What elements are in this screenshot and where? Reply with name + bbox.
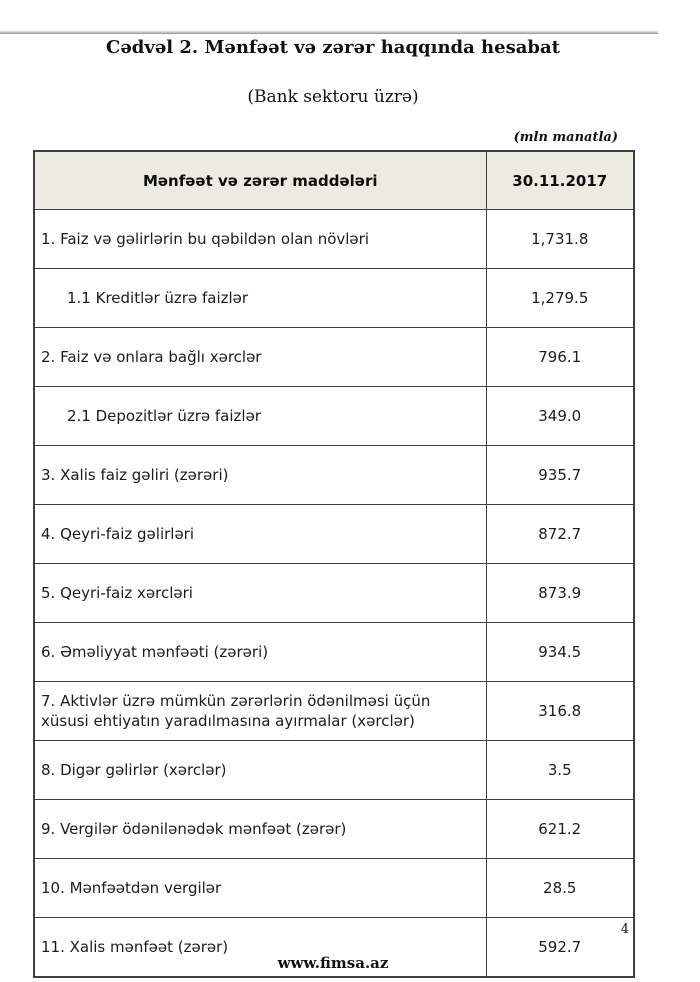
document-title: Cədvəl 2. Mənfəət və zərər haqqında hesabat bbox=[106, 37, 560, 58]
table-row bbox=[34, 328, 634, 387]
row-label: 4. Qeyri-faiz gəlirləri bbox=[34, 505, 486, 564]
row-label: 3. Xalis faiz gəliri (zərəri) bbox=[34, 446, 486, 505]
row-value: 934.5 bbox=[486, 623, 634, 682]
table-row bbox=[34, 387, 634, 446]
page-number: 4 bbox=[620, 922, 629, 937]
table-row bbox=[34, 623, 634, 682]
table-row bbox=[34, 682, 634, 741]
row-value: 796.1 bbox=[486, 328, 634, 387]
row-value: 316.8 bbox=[486, 682, 634, 741]
table-row bbox=[34, 564, 634, 623]
column-header-items: Mənfəət və zərər maddələri bbox=[34, 151, 486, 210]
table-row bbox=[34, 269, 634, 328]
row-label: 1.1 Kreditlər üzrə faizlər bbox=[34, 269, 486, 328]
footer-url: www.fimsa.az bbox=[277, 954, 389, 972]
table-row bbox=[34, 800, 634, 859]
row-label: 2.1 Depozitlər üzrə faizlər bbox=[34, 387, 486, 446]
table-header-row bbox=[34, 151, 634, 210]
top-rule bbox=[0, 30, 658, 34]
unit-note: (mln manatla) bbox=[513, 130, 618, 145]
row-value: 872.7 bbox=[486, 505, 634, 564]
row-value: 873.9 bbox=[486, 564, 634, 623]
row-label: 1. Faiz və gəlirlərin bu qəbildən olan növləri bbox=[34, 210, 486, 269]
row-label: 10. Mənfəətdən vergilər bbox=[34, 859, 486, 918]
table-row bbox=[34, 446, 634, 505]
row-value: 621.2 bbox=[486, 800, 634, 859]
row-value: 349.0 bbox=[486, 387, 634, 446]
row-label: 11. Xalis mənfəət (zərər) bbox=[34, 918, 486, 978]
row-value: 1,731.8 bbox=[486, 210, 634, 269]
row-value: 1,279.5 bbox=[486, 269, 634, 328]
column-header-date: 30.11.2017 bbox=[486, 151, 634, 210]
table-body bbox=[34, 210, 634, 978]
row-label: 7. Aktivlər üzrə mümkün zərərlərin ödənilməsi üçün xüsusi ehtiyatın yaradılmasına ayırmalar (xərclər) bbox=[34, 682, 486, 741]
table-row bbox=[34, 210, 634, 269]
table-row bbox=[34, 741, 634, 800]
row-label: 5. Qeyri-faiz xərcləri bbox=[34, 564, 486, 623]
row-label: 8. Digər gəlirlər (xərclər) bbox=[34, 741, 486, 800]
row-value: 935.7 bbox=[486, 446, 634, 505]
row-value: 3.5 bbox=[486, 741, 634, 800]
table-row bbox=[34, 859, 634, 918]
document-subtitle: (Bank sektoru üzrə) bbox=[247, 87, 419, 107]
table-row bbox=[34, 505, 634, 564]
row-label: 9. Vergilər ödənilənədək mənfəət (zərər) bbox=[34, 800, 486, 859]
row-value: 28.5 bbox=[486, 859, 634, 918]
profit-loss-table bbox=[33, 150, 635, 978]
row-label: 2. Faiz və onlara bağlı xərclər bbox=[34, 328, 486, 387]
row-value: 592.7 bbox=[486, 918, 634, 978]
row-label: 6. Əməliyyat mənfəəti (zərəri) bbox=[34, 623, 486, 682]
